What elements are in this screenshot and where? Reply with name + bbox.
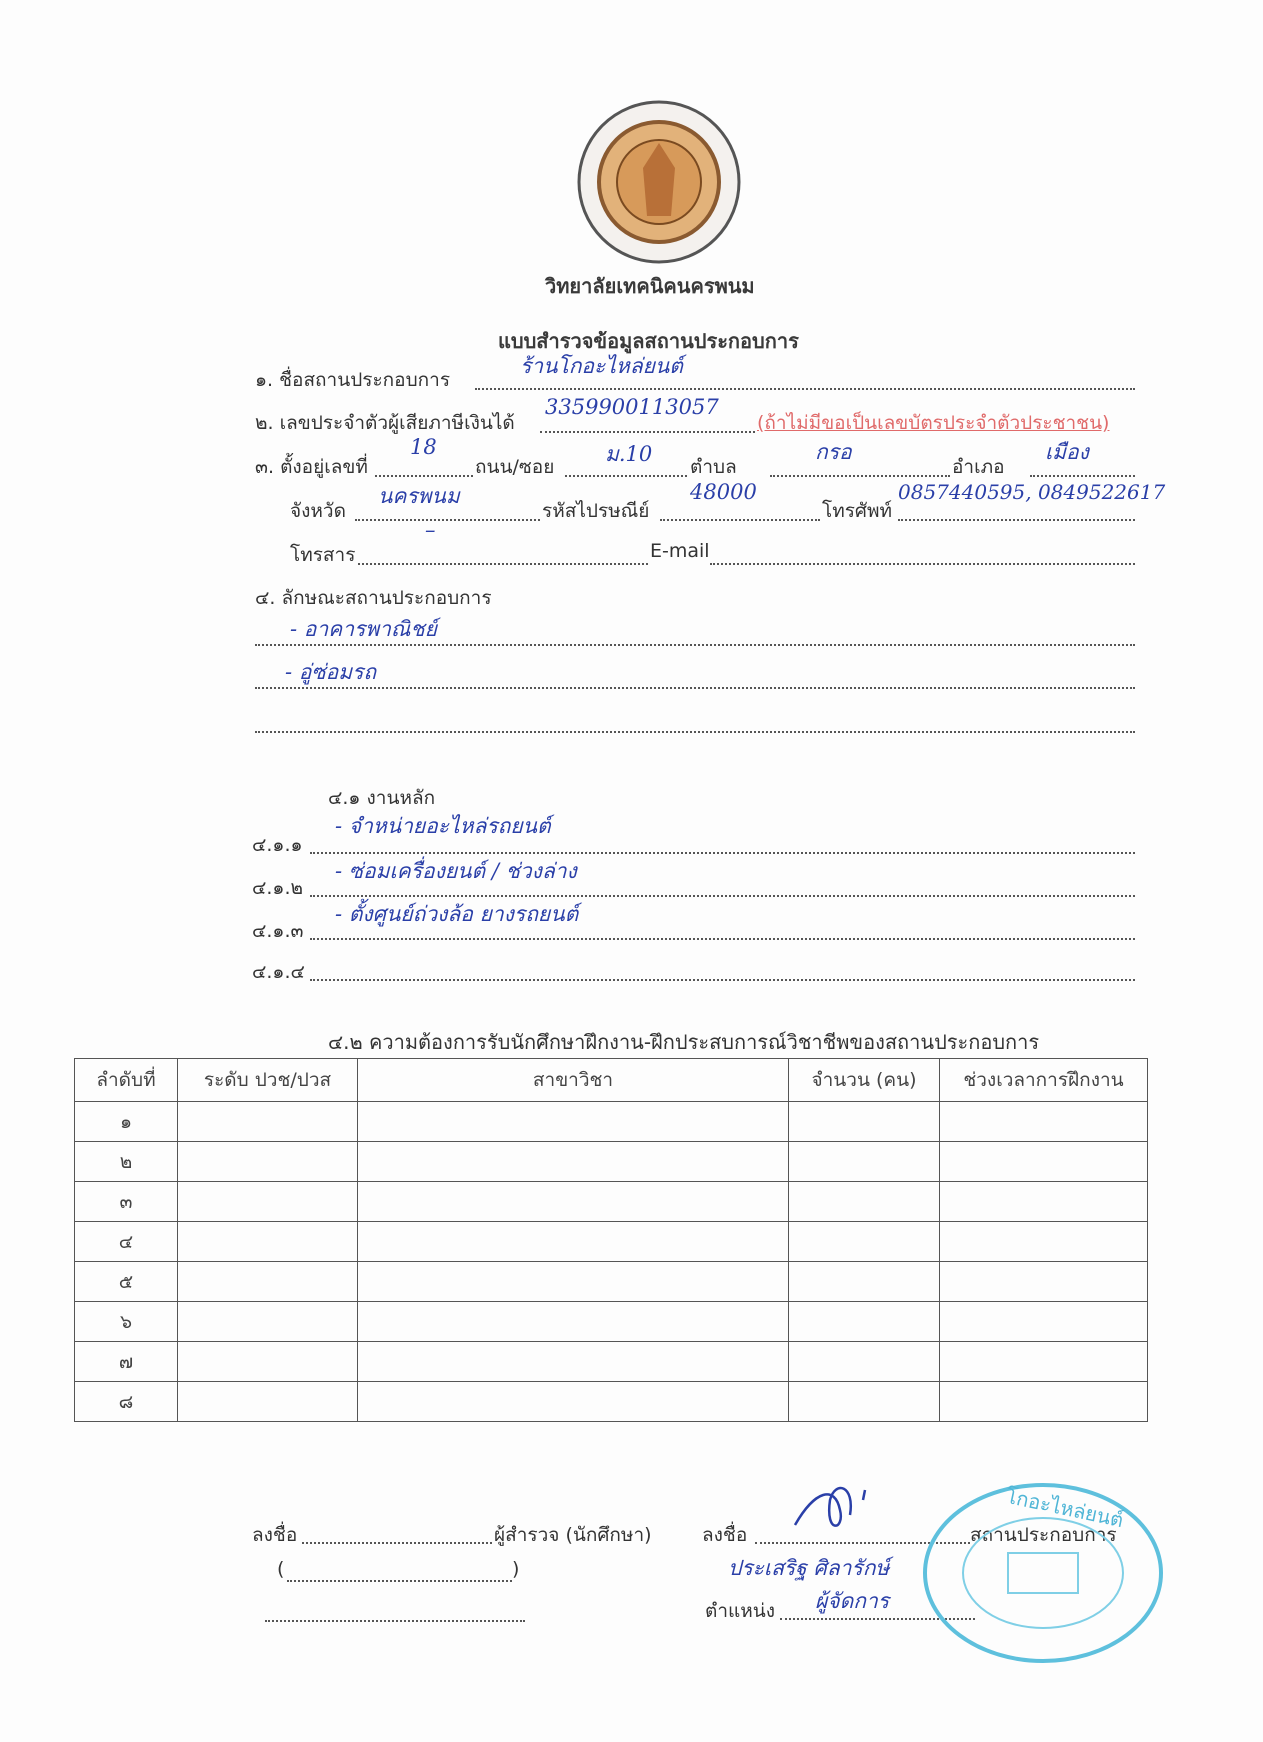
row-number: ๔ bbox=[75, 1222, 178, 1262]
field-label-address-no: ๓. ตั้งอยู่เลขที่ bbox=[255, 456, 368, 478]
table-row bbox=[75, 1342, 1148, 1382]
field-label-tax-id: ๒. เลขประจำตัวผู้เสียภาษีเงินได้ bbox=[255, 412, 515, 434]
internship-need-label: ๔.๒ ความต้องการรับนักศึกษาฝึกงาน-ฝึกประสบการณ์วิชาชีพของสถานประกอบการ bbox=[328, 1030, 1040, 1054]
stamp-text: โกอะไหล่ยนต์ bbox=[1003, 1483, 1126, 1533]
table-row bbox=[75, 1142, 1148, 1182]
main-work-item[interactable]: - ตั้งศูนย์ถ่วงล้อ ยางรถยนต์ bbox=[335, 902, 579, 926]
handwritten-signature bbox=[785, 1480, 885, 1540]
row-number: ๘ bbox=[75, 1382, 178, 1422]
section4-label: ๔. ลักษณะสถานประกอบการ bbox=[255, 587, 492, 609]
establishment-label: สถานประกอบการ bbox=[970, 1524, 1117, 1546]
road-value[interactable]: ม.10 bbox=[605, 442, 653, 466]
surveyor-label: ผู้สำรวจ (นักศึกษา) bbox=[494, 1524, 652, 1546]
province-value[interactable]: นครพนม bbox=[378, 484, 460, 508]
fax-value[interactable]: – bbox=[425, 518, 436, 542]
field-label-amphoe: อำเภอ bbox=[952, 456, 1005, 478]
field-label-tambon: ตำบล bbox=[690, 456, 737, 478]
main-work-number: ๔.๑.๑ bbox=[252, 834, 303, 856]
col-header-level: ระดับ ปวช/ปวส bbox=[178, 1059, 358, 1102]
col-header-period: ช่วงเวลาการฝึกงาน bbox=[940, 1059, 1148, 1102]
main-work-item[interactable]: - จำหน่ายอะไหล่รถยนต์ bbox=[335, 814, 551, 838]
row-number: ๗ bbox=[75, 1342, 178, 1382]
field-label-postcode: รหัสไปรษณีย์ bbox=[542, 500, 650, 522]
establishment-type-line[interactable]: - อาคารพาณิชย์ bbox=[290, 617, 437, 641]
main-work-number: ๔.๑.๔ bbox=[252, 961, 305, 983]
row-number: ๖ bbox=[75, 1302, 178, 1342]
postcode-value[interactable]: 48000 bbox=[690, 480, 757, 504]
table-row bbox=[75, 1182, 1148, 1222]
sign-label: ลงชื่อ bbox=[702, 1524, 748, 1546]
sign-label: ลงชื่อ bbox=[252, 1524, 298, 1546]
tambon-value[interactable]: กรอ bbox=[815, 440, 852, 464]
internship-table bbox=[74, 1058, 1148, 1422]
signer-name: ประเสริฐ ศิลารักษ์ bbox=[728, 1556, 890, 1580]
main-work-label: ๔.๑ งานหลัก bbox=[328, 787, 436, 809]
field-label-phone: โทรศัพท์ bbox=[822, 500, 893, 522]
form-title: แบบสำรวจข้อมูลสถานประกอบการ bbox=[498, 329, 799, 353]
row-number: ๑ bbox=[75, 1102, 178, 1142]
col-header-count: จำนวน (คน) bbox=[789, 1059, 940, 1102]
address-no-value[interactable]: 18 bbox=[410, 435, 437, 459]
name-paren-open: ( bbox=[277, 1558, 285, 1580]
college-logo bbox=[575, 98, 743, 266]
establishment-type-line[interactable]: - อู่ซ่อมรถ bbox=[285, 660, 377, 684]
main-work-number: ๔.๑.๓ bbox=[252, 920, 304, 942]
table-header-row bbox=[75, 1059, 1148, 1102]
field-label-road: ถนน/ซอย bbox=[475, 456, 555, 478]
amphoe-value[interactable]: เมือง bbox=[1045, 440, 1089, 464]
field-label-email: E-mail bbox=[650, 540, 710, 562]
table-row bbox=[75, 1382, 1148, 1422]
row-number: ๒ bbox=[75, 1142, 178, 1182]
name-paren-close: ) bbox=[512, 1558, 520, 1580]
tax-id-note: (ถ้าไม่มีขอเป็นเลขบัตรประจำตัวประชาชน) bbox=[757, 412, 1110, 434]
table-row bbox=[75, 1302, 1148, 1342]
position-label: ตำแหน่ง bbox=[705, 1600, 776, 1622]
college-name: วิทยาลัยเทคนิคนครพนม bbox=[545, 274, 755, 298]
field-label-establishment-name: ๑. ชื่อสถานประกอบการ bbox=[255, 369, 451, 391]
table-row bbox=[75, 1102, 1148, 1142]
tax-id-value[interactable]: 3359900113057 bbox=[545, 395, 719, 419]
col-header-major: สาขาวิชา bbox=[358, 1059, 789, 1102]
row-number: ๕ bbox=[75, 1262, 178, 1302]
main-work-number: ๔.๑.๒ bbox=[252, 877, 304, 899]
establishment-name-value[interactable]: ร้านโกอะไหล่ยนต์ bbox=[520, 354, 683, 378]
table-row bbox=[75, 1262, 1148, 1302]
table-row bbox=[75, 1222, 1148, 1262]
main-work-item[interactable]: - ซ่อมเครื่องยนต์ / ช่วงล่าง bbox=[335, 859, 577, 883]
field-label-province: จังหวัด bbox=[290, 500, 346, 522]
row-number: ๓ bbox=[75, 1182, 178, 1222]
field-label-fax: โทรสาร bbox=[290, 544, 356, 566]
col-header-order: ลำดับที่ bbox=[75, 1059, 178, 1102]
phone-value[interactable]: 0857440595, 0849522617 bbox=[898, 480, 1166, 504]
signer-position: ผู้จัดการ bbox=[815, 1589, 890, 1613]
